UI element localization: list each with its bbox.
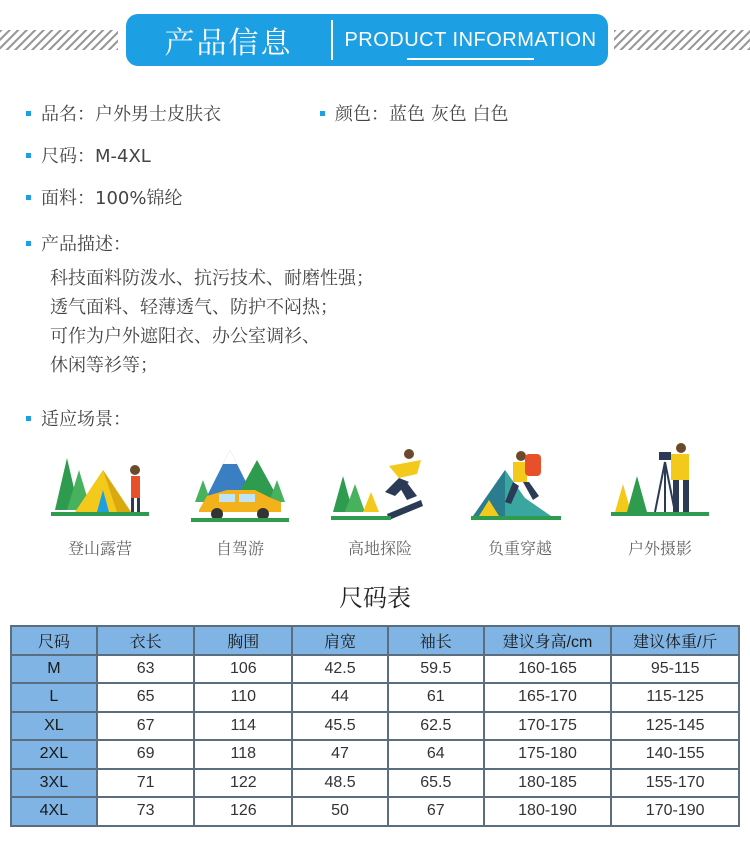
table-cell: 170-190 bbox=[611, 797, 739, 826]
scene-item bbox=[180, 440, 300, 559]
table-header: 肩宽 bbox=[292, 626, 388, 655]
table-cell: 125-145 bbox=[611, 712, 739, 741]
table-cell: 118 bbox=[194, 740, 292, 769]
info-desc-title-text: 产品描述： bbox=[41, 234, 131, 255]
banner-pill bbox=[126, 14, 608, 66]
camping-tent-icon bbox=[45, 440, 155, 526]
table-cell: 106 bbox=[194, 655, 292, 684]
table-cell: 63 bbox=[97, 655, 195, 684]
info-color-text: 颜色：蓝色 灰色 白色 bbox=[335, 104, 509, 125]
size-chart-table bbox=[10, 625, 740, 827]
table-row bbox=[11, 712, 739, 741]
table-cell: 126 bbox=[194, 797, 292, 826]
scene-label: 负重穿越 bbox=[487, 539, 552, 558]
table-cell: 110 bbox=[194, 683, 292, 712]
table-row bbox=[11, 683, 739, 712]
scene-list bbox=[30, 440, 730, 560]
table-cell: 122 bbox=[194, 769, 292, 798]
table-cell: 71 bbox=[97, 769, 195, 798]
info-scene-title-text: 适应场景： bbox=[41, 409, 131, 430]
scene-label: 户外摄影 bbox=[627, 539, 692, 558]
table-cell: 165-170 bbox=[484, 683, 612, 712]
road-trip-car-icon bbox=[185, 440, 295, 526]
size-cell: 3XL bbox=[11, 769, 97, 798]
desc-line: 休闲等衫等； bbox=[50, 355, 158, 376]
info-fabric-text: 面料：100%锦纶 bbox=[41, 188, 183, 209]
table-cell: 64 bbox=[388, 740, 484, 769]
table-cell: 50 bbox=[292, 797, 388, 826]
size-cell: 4XL bbox=[11, 797, 97, 826]
desc-line: 透气面料、轻薄透气、防护不闷热； bbox=[50, 297, 338, 318]
table-cell: 140-155 bbox=[611, 740, 739, 769]
table-header: 尺码 bbox=[11, 626, 97, 655]
scene-label: 登山露营 bbox=[67, 539, 132, 558]
info-desc-title bbox=[26, 230, 131, 256]
bullet-icon bbox=[26, 416, 31, 421]
banner-title-cn: 产品信息 bbox=[164, 26, 293, 61]
scene-label: 自驾游 bbox=[215, 539, 264, 558]
size-cell: 2XL bbox=[11, 740, 97, 769]
info-color bbox=[320, 100, 508, 126]
hatch-decoration-left bbox=[0, 30, 118, 50]
table-cell: 65 bbox=[97, 683, 195, 712]
desc-line: 可作为户外遮阳衣、办公室调衫、 bbox=[50, 326, 320, 347]
hatch-decoration-right bbox=[614, 30, 750, 50]
backpack-hiking-icon bbox=[465, 440, 575, 526]
table-cell: 180-190 bbox=[484, 797, 612, 826]
table-header: 衣长 bbox=[97, 626, 195, 655]
outdoor-photography-icon bbox=[605, 440, 715, 526]
table-header: 建议体重/斤 bbox=[611, 626, 739, 655]
table-cell: 47 bbox=[292, 740, 388, 769]
info-name-text: 品名：户外男士皮肤衣 bbox=[41, 104, 221, 125]
table-cell: 95-115 bbox=[611, 655, 739, 684]
table-row bbox=[11, 797, 739, 826]
table-cell: 65.5 bbox=[388, 769, 484, 798]
size-cell: L bbox=[11, 683, 97, 712]
header-banner bbox=[0, 14, 750, 66]
table-cell: 61 bbox=[388, 683, 484, 712]
scene-item bbox=[460, 440, 580, 559]
size-cell: XL bbox=[11, 712, 97, 741]
size-cell: M bbox=[11, 655, 97, 684]
highland-jump-icon bbox=[325, 440, 435, 526]
table-cell: 62.5 bbox=[388, 712, 484, 741]
table-cell: 180-185 bbox=[484, 769, 612, 798]
scene-item bbox=[600, 440, 720, 559]
table-header: 建议身高/cm bbox=[484, 626, 612, 655]
table-cell: 48.5 bbox=[292, 769, 388, 798]
bullet-icon bbox=[26, 153, 31, 158]
table-cell: 67 bbox=[388, 797, 484, 826]
desc-line: 科技面料防泼水、抗污技术、耐磨性强； bbox=[50, 268, 374, 289]
info-fabric bbox=[26, 184, 182, 210]
table-cell: 155-170 bbox=[611, 769, 739, 798]
info-size-text: 尺码：M-4XL bbox=[41, 146, 151, 167]
table-cell: 73 bbox=[97, 797, 195, 826]
bullet-icon bbox=[320, 111, 325, 116]
table-cell: 160-165 bbox=[484, 655, 612, 684]
bullet-icon bbox=[26, 241, 31, 246]
table-cell: 114 bbox=[194, 712, 292, 741]
info-size bbox=[26, 142, 151, 168]
table-cell: 175-180 bbox=[484, 740, 612, 769]
banner-title-en: PRODUCT INFORMATION bbox=[333, 29, 608, 52]
bullet-icon bbox=[26, 111, 31, 116]
table-row bbox=[11, 655, 739, 684]
table-cell: 115-125 bbox=[611, 683, 739, 712]
scene-label: 高地探险 bbox=[347, 539, 412, 558]
scene-item bbox=[320, 440, 440, 559]
scene-item bbox=[40, 440, 160, 559]
table-cell: 42.5 bbox=[292, 655, 388, 684]
table-row bbox=[11, 740, 739, 769]
table-cell: 44 bbox=[292, 683, 388, 712]
table-row bbox=[11, 769, 739, 798]
table-cell: 69 bbox=[97, 740, 195, 769]
size-chart-title: 尺码表 bbox=[339, 584, 411, 612]
table-header-row bbox=[11, 626, 739, 655]
table-cell: 59.5 bbox=[388, 655, 484, 684]
bullet-icon bbox=[26, 195, 31, 200]
table-header: 袖长 bbox=[388, 626, 484, 655]
table-cell: 45.5 bbox=[292, 712, 388, 741]
info-scene-title bbox=[26, 405, 131, 431]
table-header: 胸围 bbox=[194, 626, 292, 655]
info-name bbox=[26, 100, 221, 126]
table-cell: 170-175 bbox=[484, 712, 612, 741]
product-description bbox=[50, 264, 374, 380]
table-cell: 67 bbox=[97, 712, 195, 741]
